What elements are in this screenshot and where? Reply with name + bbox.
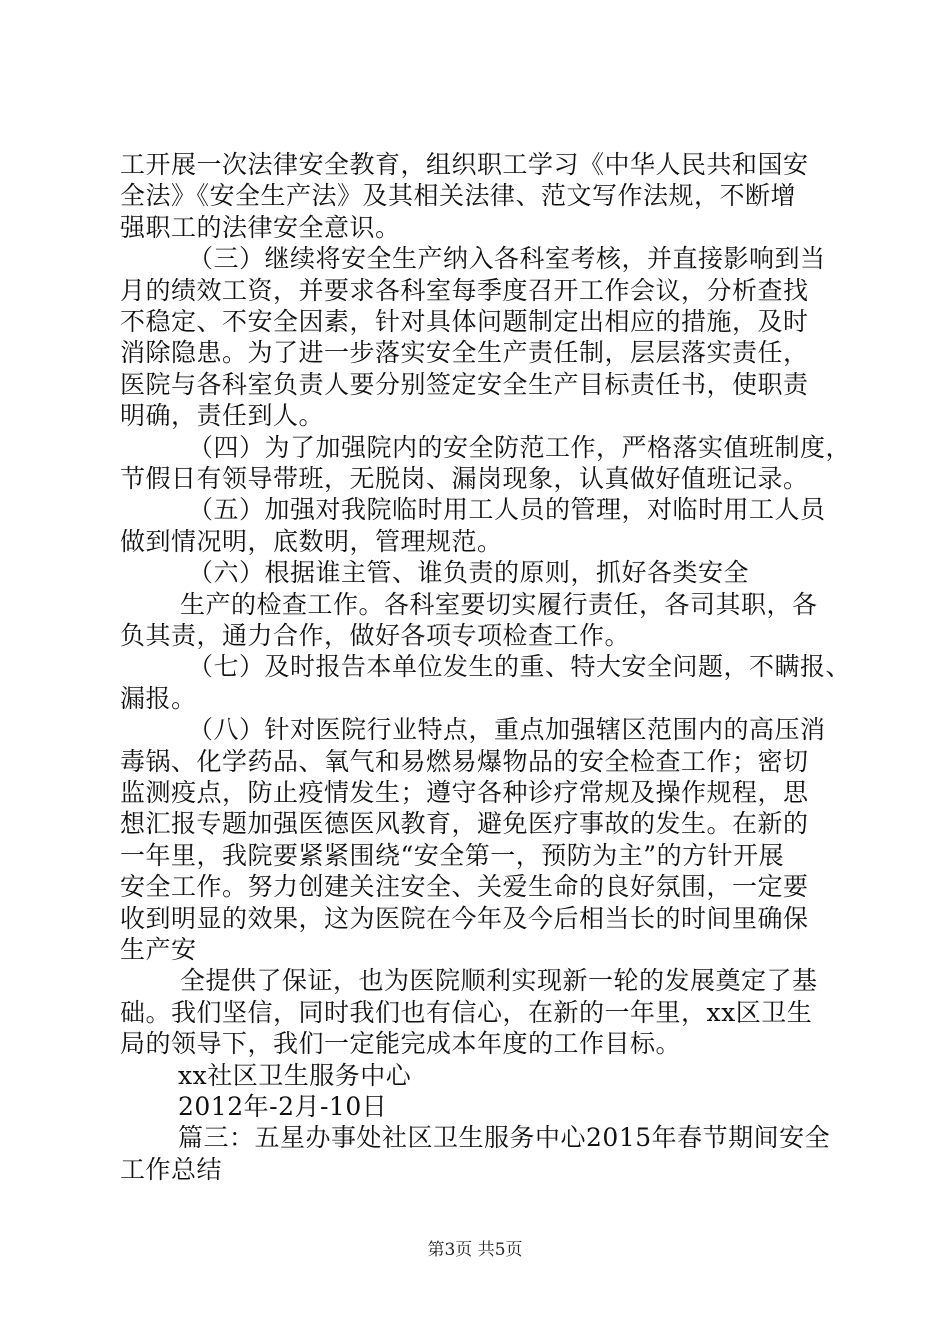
body-text-line: 月的绩效工资，并要求各科室每季度召开工作会议，分析查找 xyxy=(120,276,809,305)
body-text-line: 工作总结 xyxy=(120,1155,223,1184)
body-text-line: 想汇报专题加强医德医风教育，避免医疗事故的发生。在新的 xyxy=(120,809,809,838)
body-text-line: 做到情况明，底数明，管理规范。 xyxy=(120,527,503,556)
body-text-line: 毒锅、化学药品、氧气和易燃易爆物品的安全检查工作；密切 xyxy=(120,747,809,776)
body-text-line: 局的领导下，我们一定能完成本年度的工作目标。 xyxy=(120,1029,682,1058)
body-text-line: 全法》《安全生产法》及其相关法律、范文写作法规，不断增 xyxy=(120,181,797,210)
body-text-line: 2012年-2月-10日 xyxy=(178,1092,388,1121)
body-text-line: xx社区卫生服务中心 xyxy=(178,1061,412,1090)
body-text-line: 一年里，我院要紧紧围绕“安全第一，预防为主”的方针开展 xyxy=(120,841,785,870)
body-text-line: 负其责，通力合作，做好各项专项检查工作。 xyxy=(120,621,631,650)
page-footer: 第3页 共5页 xyxy=(427,1240,523,1260)
body-text-line: 生产安 xyxy=(120,935,197,964)
body-text-line: 生产的检查工作。各科室要切实履行责任，各司其职，各 xyxy=(180,590,818,619)
body-text-line: （七）及时报告本单位发生的重、特大安全问题，不瞒报、 xyxy=(188,652,852,681)
body-text-line: 不稳定、不安全因素，针对具体问题制定出相应的措施，及时 xyxy=(120,307,809,336)
body-text-line: （八）针对医院行业特点，重点加强辖区范围内的高压消 xyxy=(188,715,826,744)
body-text-line: （四）为了加强院内的安全防范工作，严格落实值班制度， xyxy=(188,433,852,462)
body-text-line: 础。我们坚信，同时我们也有信心，在新的一年里，xx区卫生 xyxy=(120,998,813,1027)
body-text-line: （六）根据谁主管、谁负责的原则，抓好各类安全 xyxy=(188,558,750,587)
body-text-line: 监测疫点，防止疫情发生；遵守各种诊疗常规及操作规程，思 xyxy=(120,778,809,807)
body-text-line: 漏报。 xyxy=(120,684,197,713)
body-text-line: 安全工作。努力创建关注安全、关爱生命的良好氛围，一定要 xyxy=(120,872,809,901)
body-text-line: 节假日有领导带班，无脱岗、漏岗现象，认真做好值班记录。 xyxy=(120,464,809,493)
body-text-line: 医院与各科室负责人要分别签定安全生产目标责任书，使职责 xyxy=(120,370,809,399)
body-text-line: 全提供了保证，也为医院顺利实现新一轮的发展奠定了基 xyxy=(180,966,818,995)
body-text-line: 消除隐患。为了进一步落实安全生产责任制，层层落实责任， xyxy=(120,338,809,367)
body-text-line: （五）加强对我院临时用工人员的管理，对临时用工人员 xyxy=(188,495,826,524)
body-text-line: 篇三：五星办事处社区卫生服务中心2015年春节期间安全 xyxy=(178,1123,831,1152)
body-text-line: （三）继续将安全生产纳入各科室考核，并直接影响到当 xyxy=(188,244,826,273)
body-text-line: 明确，责任到人。 xyxy=(120,401,325,430)
body-text-line: 强职工的法律安全意识。 xyxy=(120,213,401,242)
body-text-line: 工开展一次法律安全教育，组织职工学习《中华人民共和国安 xyxy=(120,150,809,179)
body-text-line: 收到明显的效果，这为医院在今年及今后相当长的时间里确保 xyxy=(120,904,809,933)
